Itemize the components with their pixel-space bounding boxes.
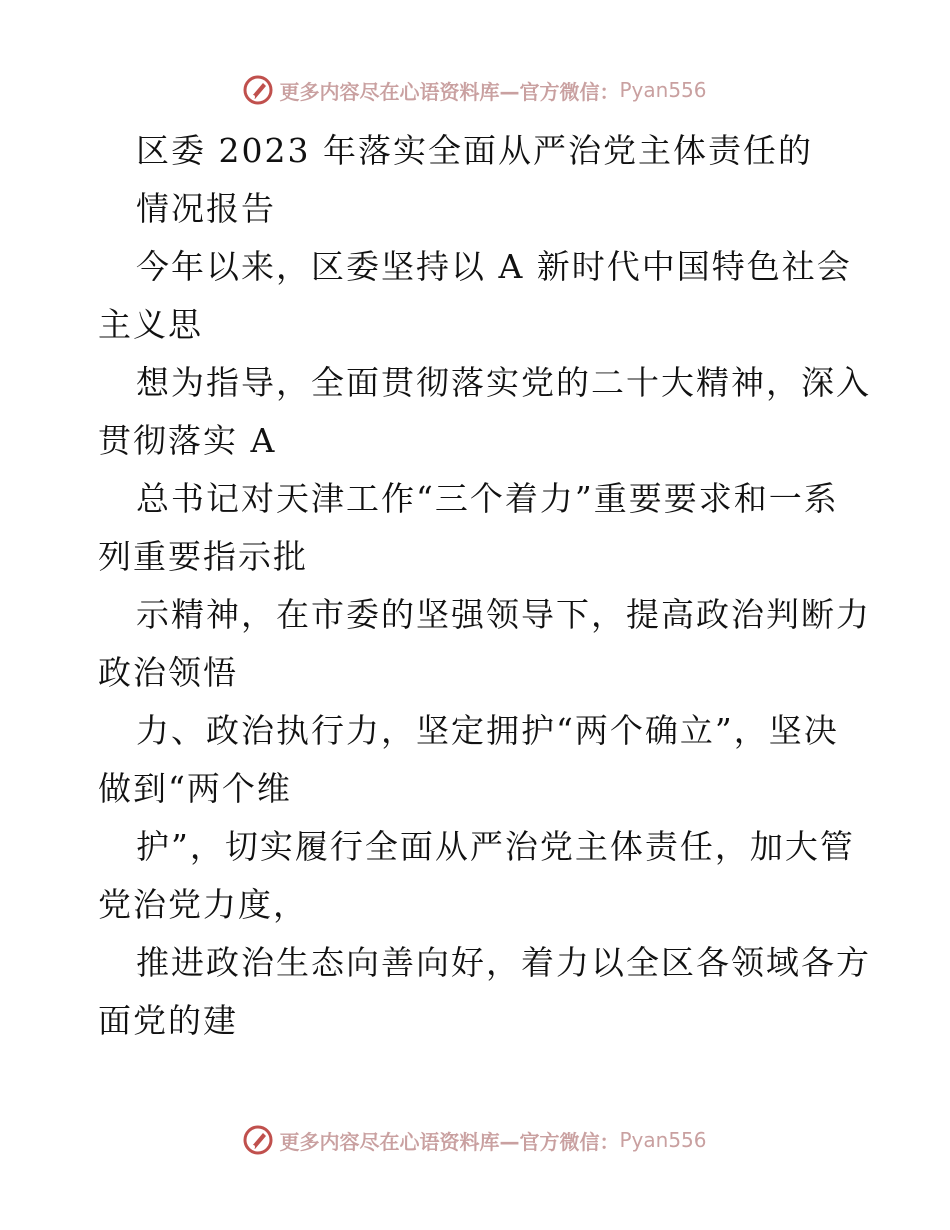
body-line: 做到“两个维 [98,769,292,808]
header-watermark-banner [0,70,950,110]
body-line: 力、政治执行力，坚定拥护“两个确立”，坚决 [136,711,839,750]
pen-logo-icon [243,75,273,105]
header-watermark-text: 更多内容尽在心语资料库—官方微信： [279,79,620,104]
title-line-2: 情况报告 [136,189,276,228]
body-line: 今年以来，区委坚持以 A 新时代中国特色社会 [136,247,852,286]
pen-logo-icon [243,1125,273,1155]
body-line: 贯彻落实 A [98,421,277,460]
body-line: 总书记对天津工作“三个着力”重要要求和一系 [136,479,839,518]
body-line: 推进政治生态向善向好，着力以全区各领域各方 [136,943,871,982]
body-line: 想为指导，全面贯彻落实党的二十大精神，深入 [136,363,871,402]
footer-watermark-banner [0,1120,950,1160]
body-line: 护”，切实履行全面从严治党主体责任，加大管 [136,827,855,866]
body-line: 面党的建 [98,1001,238,1040]
body-line: 列重要指示批 [98,537,308,576]
header-watermark-id: Pyan556 [619,78,707,102]
document-body [98,122,871,1050]
footer-watermark-text: 更多内容尽在心语资料库—官方微信： [279,1129,620,1154]
body-line: 主义思 [98,305,203,344]
footer-watermark-id: Pyan556 [619,1128,707,1152]
body-line: 示精神，在市委的坚强领导下，提高政治判断力 [136,595,871,634]
title-line-1: 区委 2023 年落实全面从严治党主体责任的 [136,131,813,170]
body-line: 政治领悟 [98,653,238,692]
body-line: 党治党力度， [98,885,308,924]
